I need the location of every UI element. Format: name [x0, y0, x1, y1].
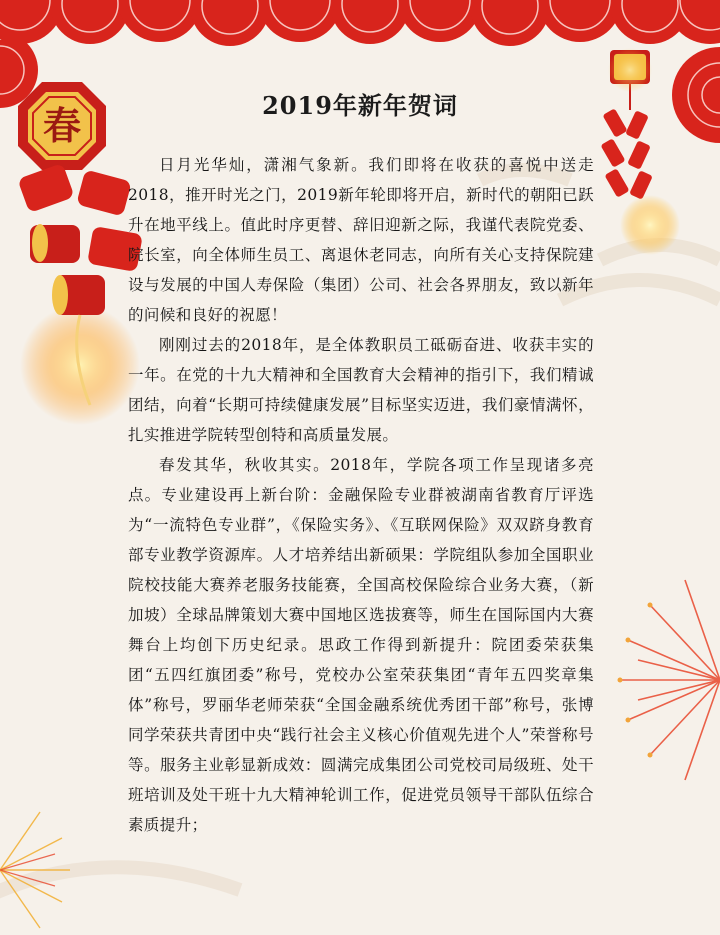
- badge-text: 春: [42, 103, 81, 148]
- firecracker-string-icon: [590, 40, 700, 260]
- firework-icon: [590, 560, 720, 800]
- firework-small-icon: [0, 790, 80, 935]
- paragraph-2: 刚刚过去的2018年，是全体教职员工砥砺奋进、收获丰实的一年。在党的十九大精神和全国教育大会精神的指引下，我们精诚团结，向着“长期可持续健康发展”目标坚实迈进，我们豪情满怀，扎实推进学院转型创特和高质量发展。: [128, 336, 594, 444]
- paragraph-1: 日月光华灿，潇湘气象新。我们即将在收获的喜悦中送走2018，推开时光之门，2019新年轮即将开启，新时代的朝阳已跃升在地平线上。值此时序更替、辞旧迎新之际，我谨代表院党委、院长室，向全体师生员工、离退休老同志，向所有关心支持保院建设与发展的中国人寿保险（集团）公司、社会各界朋友，致以新年的问候和良好的祝愿！: [128, 156, 594, 324]
- page-title: 2019年新年贺词: [262, 91, 458, 120]
- paragraph-3: 春发其华，秋收其实。2018年，学院各项工作呈现诸多亮点。专业建设再上新台阶：金融保险专业群被湖南省教育厅评选为“一流特色专业群”，《保险实务》、《互联网保险》双双跻身教育部专业教学资源库。人才培养结出新硕果：学院组队参加全国职业院校技能大赛养老服务技能赛，全国高校保险综合业务大赛，（新加坡）全球品牌策划大赛中国地区选拔赛等，师生在国际国内大赛舞台上均创下历史纪录。思政工作得到新提升：院团委荣获集团“五四红旗团委”称号，党校办公室荣获集团“青年五四奖章集体”称号，罗丽华老师荣获“全国金融系统优秀团干部”称号，张博同学荣获共青团中央“践行社会主义核心价值观先进个人”荣誉称号等。服务主业彰显新成效：圆满完成集团公司党校司局级班、处干班培训及处干班十九大精神轮训工作，促进党员领导干部队伍综合素质提升；: [128, 456, 594, 834]
- letter-body: [128, 150, 594, 840]
